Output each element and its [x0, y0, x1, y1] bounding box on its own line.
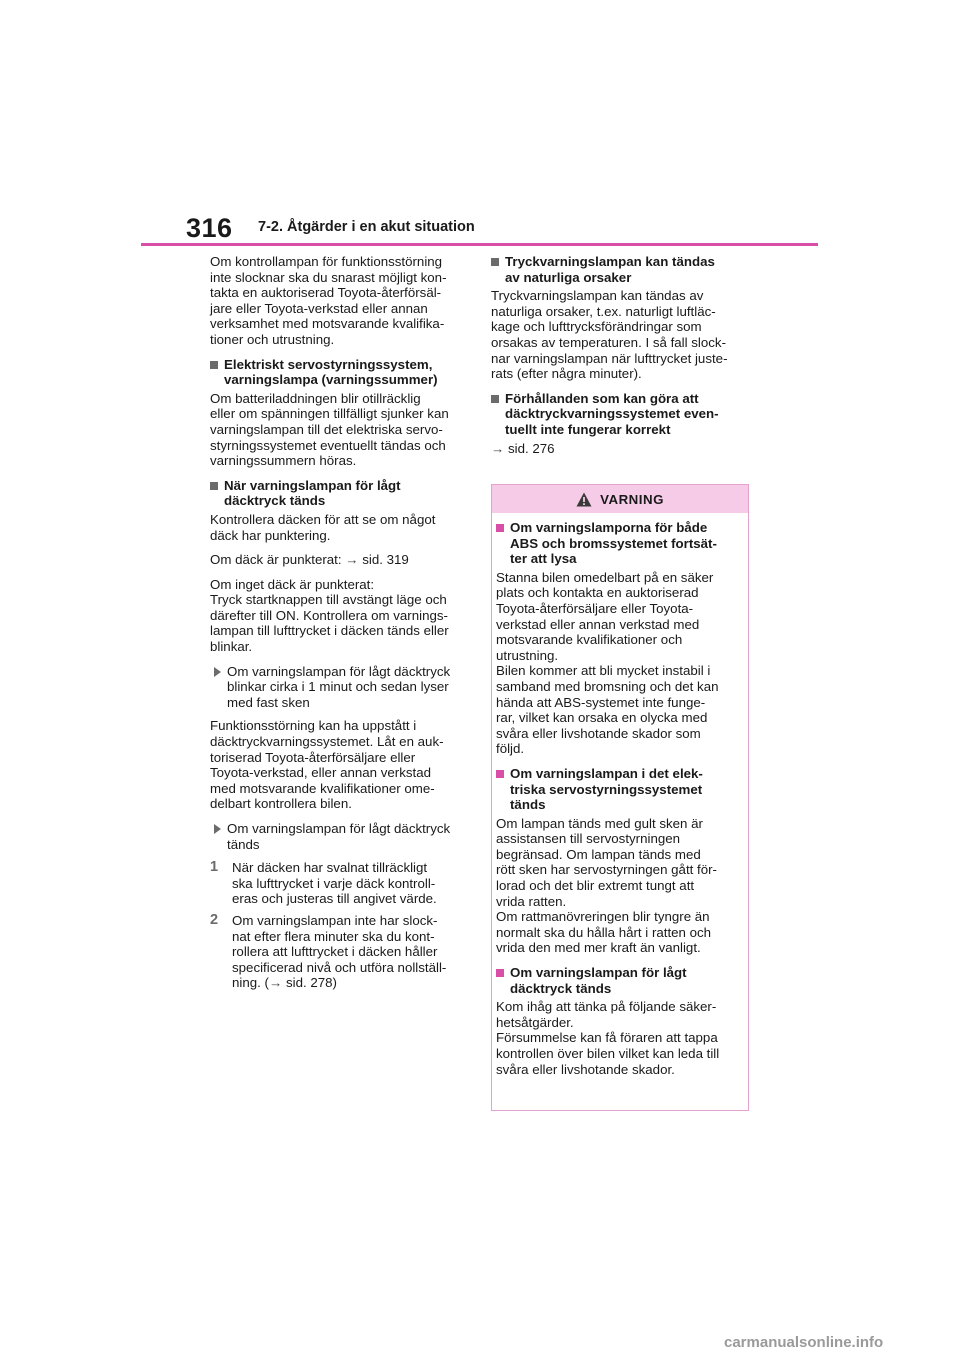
warning-heading-tire-pressure [496, 965, 744, 996]
paragraph-punctured [210, 552, 467, 568]
square-bullet-icon [491, 395, 499, 403]
step-2-text: Om varningslampan inte har slock- nat efter flera minuter ska du kont- rollera att lufttrycket i däcken håller specificerad nivå och utföra nollställ- ning. ( [232, 912, 447, 991]
square-bullet-icon [491, 258, 499, 266]
arrow-right-icon: → [491, 440, 505, 456]
paragraph-not-punctured: Om inget däck är punkterat: Tryck startknappen till avstängt läge och därefter till ON. Kontrollera om varnings- lampan till lufttrycket i däcken tänds eller blinkar. [210, 576, 449, 655]
section-title: 7-2. Åtgärder i en akut situation [258, 219, 475, 235]
header-rule [141, 243, 818, 246]
warning-box [491, 484, 749, 1111]
heading-conditions [491, 391, 748, 438]
warning-title: VARNING [600, 491, 664, 507]
step-text [232, 913, 446, 991]
step-1 [210, 860, 467, 907]
page-ref-link[interactable]: sid. 276 [504, 440, 555, 456]
square-bullet-icon [496, 770, 504, 778]
warning-paragraph-abs: Stanna bilen omedelbart på en säker plats och kontakta en auktoriserad Toyota-återförsäljare eller Toyota- verkstad eller annan verkstad med motsvarande kvalifikationer och utrustning. Bilen kommer att bli mycket instabil i samband med bromsning och det kan hända att ABS-systemet inte funge- rar, vilket kan orsaka en olycka med svåra eller livshotande skador som följd. [496, 569, 719, 757]
warning-paragraph-tire-pressure: Kom ihåg att tänka på följande säker- hetsåtgärder. Försummelse kan få föraren att tappa kontrollen över bilen vilket kan leda till svåra eller livshotande skador. [496, 999, 720, 1077]
heading-text: Förhållanden som kan göra att däcktryckvarningssystemet even- tuellt inte fungerar korrekt [505, 390, 719, 437]
triangle-bullet-icon [214, 667, 221, 677]
warning-triangle-icon [576, 492, 592, 507]
bullet-item [210, 664, 467, 711]
bullet-text: Om varningslampan för lågt däcktryck blinkar cirka i 1 minut och sedan lyser med fast sken [227, 663, 451, 710]
arrow-right-icon: → [345, 552, 359, 568]
triangle-bullet-icon [214, 824, 221, 834]
warning-header [492, 485, 748, 513]
heading-text: Tryckvarningslampan kan tändas av naturliga orsaker [505, 254, 715, 285]
heading-text: Om varningslampan i det elek- triska servostyrningssystemet tänds [510, 765, 703, 813]
page-number: 316 [186, 213, 233, 243]
bullet-text: Om varningslampan för lågt däcktryck tänds [227, 821, 451, 852]
bullet-item [210, 821, 467, 852]
warning-body [492, 513, 748, 1077]
watermark: carmanualsonline.info [724, 1334, 884, 1351]
heading-text: Elektriskt servostyrningssystem, varningslampa (varningssummer) [224, 356, 438, 388]
heading-natural-causes [491, 254, 748, 285]
page-ref-link[interactable]: sid. 319 [358, 552, 409, 568]
arrow-right-icon: → [268, 975, 283, 991]
step-number: 1 [210, 859, 219, 876]
square-bullet-icon [496, 524, 504, 532]
square-bullet-icon [496, 969, 504, 977]
punctured-text: Om däck är punkterat: [210, 552, 346, 568]
heading-text: Om varningslampan för lågt däcktryck tänds [510, 965, 687, 996]
paragraph-malfunction-lamp: Om kontrollampan för funktionsstörning inte slocknar ska du snarast möjligt kon- takta en auktoriserad Toyota-återförsäl- jare eller Toyota-verkstad eller annan verksamhet med motsvarande kvalifika- tioner och utrustning. [210, 254, 447, 347]
left-column [210, 254, 467, 997]
warning-heading-power-steering [496, 766, 744, 813]
right-column [491, 254, 748, 465]
heading-low-tire-pressure [210, 478, 467, 509]
warning-heading-abs [496, 520, 744, 567]
warning-paragraph-power-steering: Om lampan tänds med gult sken är assistansen till servostyrningen begränsad. Om lampan tänds med rött sken har servostyrningen gått för- lorad och det blir extremt tungt att vrida ratten. Om rattmanövreringen blir tyngre än normalt ska du hålla hårt i ratten och vrida den med mer kraft än vanligt. [496, 815, 717, 956]
heading-power-steering [210, 357, 467, 388]
paragraph-page-ref [491, 441, 748, 457]
paragraph-check-tires: Kontrollera däcken för att se om något däck har punktering. [210, 511, 436, 543]
heading-text: Om varningslamporna för både ABS och bromssystemet fortsät- ter att lysa [510, 520, 717, 567]
heading-text: När varningslampan för lågt däcktryck tänds [224, 477, 401, 509]
paragraph-battery: Om batteriladdningen blir otillräcklig eller om spänningen tillfälligt sjunker kan varningslampan till det elektriska servo- styrningssystemet eventuellt tändas och varningssummern höras. [210, 390, 449, 469]
step-2 [210, 913, 467, 991]
square-bullet-icon [210, 361, 218, 369]
step-number: 2 [210, 911, 219, 928]
step-text: När däcken har svalnat tillräckligt ska lufttrycket i varje däck kontroll- eras och justeras till angivet värde. [232, 860, 437, 907]
paragraph-natural-causes: Tryckvarningslampan kan tändas av naturliga orsaker, t.ex. naturligt luftläc- kage och lufttrycksförändringar som orsakas av temperaturen. I så fall slock- nar varningslampan när lufttrycket juste- rats (efter några minuter). [491, 288, 728, 382]
square-bullet-icon [210, 482, 218, 490]
paragraph-malfunction: Funktionsstörning kan ha uppstått i däcktryckvarningssystemet. Låt en auk- toriserad Toyota-återförsäljare eller Toyota-verkstad, eller annan verkstad med motsvarande kvalifikationer ome- delbart kontrollera bilen. [210, 718, 444, 812]
page-ref-link[interactable]: sid. 278) [282, 975, 337, 991]
